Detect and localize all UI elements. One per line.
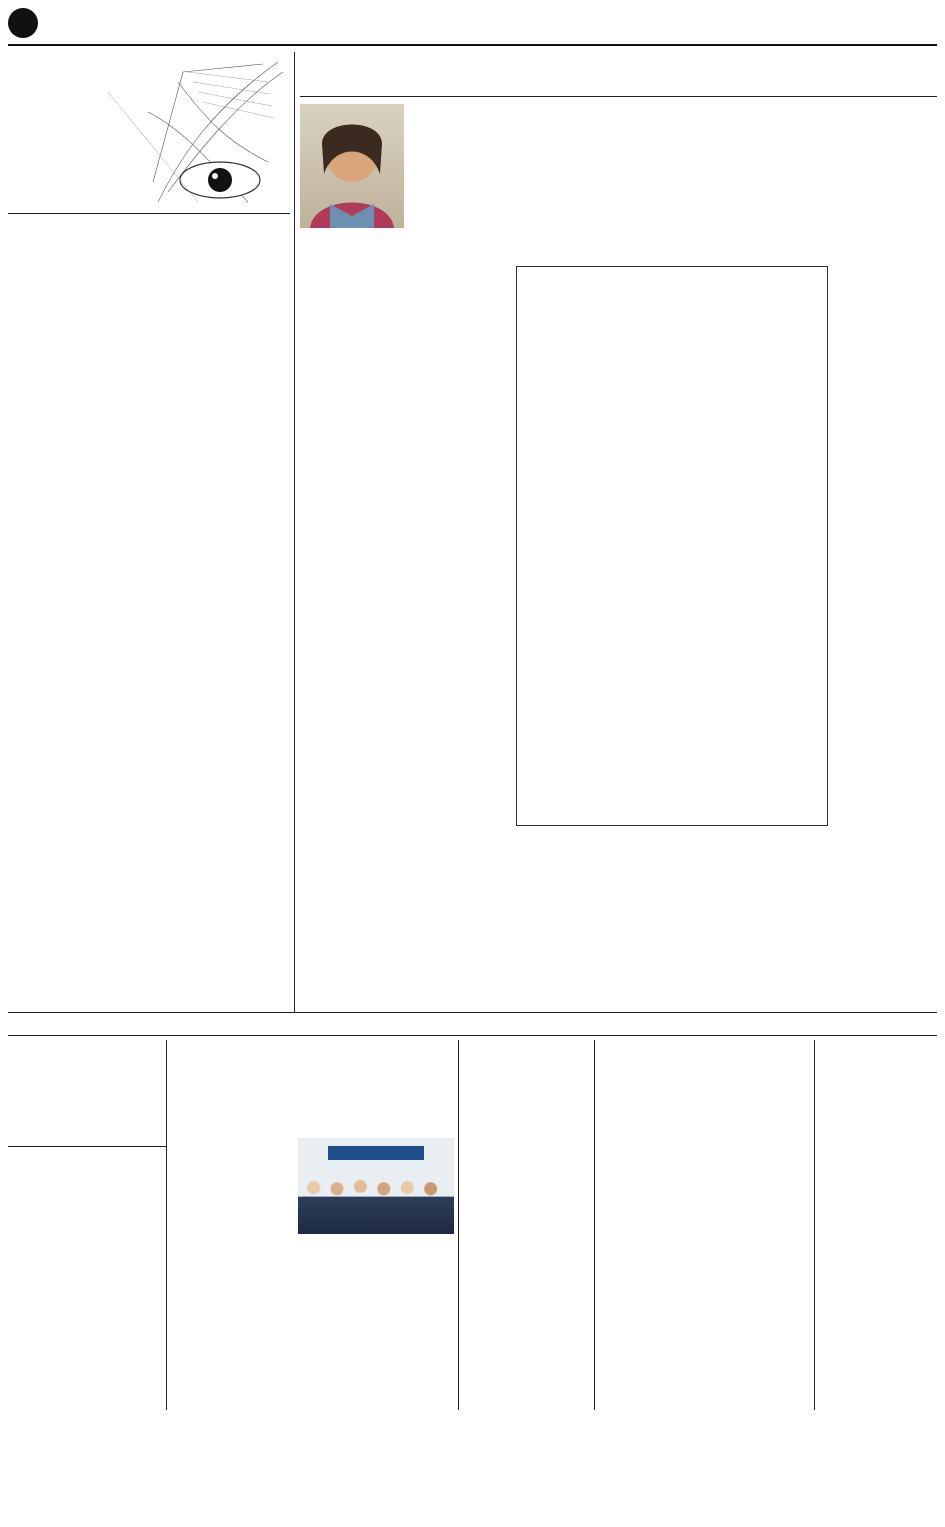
main-col-7 [834, 266, 934, 826]
col-divider [166, 1040, 167, 1410]
pull-quote-box [516, 266, 828, 826]
police-press-photo [298, 1138, 454, 1234]
main-col-5 [728, 104, 828, 262]
photo-banner [328, 1146, 424, 1160]
author-photo [300, 104, 404, 228]
masthead-rule [8, 44, 937, 46]
quill-and-eye-icon [8, 52, 290, 214]
main-col-2 [410, 104, 510, 760]
main-col-1 [300, 250, 404, 760]
col-divider [458, 1040, 459, 1410]
news-body-bagerhat [12, 1108, 162, 1406]
masthead [8, 4, 937, 42]
main-headline-rule [300, 96, 937, 97]
row2-rule [8, 1146, 166, 1147]
news-body-pabna-police [600, 1096, 810, 1406]
main-col-6 [834, 104, 934, 262]
below-quote-col-1 [522, 525, 668, 817]
editorial-body [12, 288, 288, 1006]
section-bar [8, 1012, 937, 1036]
editorial-illustration [8, 52, 290, 214]
col-divider [594, 1040, 595, 1410]
news-body-gazipur [462, 1094, 590, 1406]
col-divider [814, 1040, 815, 1410]
main-col-8 [410, 766, 510, 1006]
page-number-badge [8, 8, 38, 38]
news-body2-highway-robbery [298, 1082, 454, 1134]
editorial-divider [294, 52, 295, 1012]
news-body-nstu-bus [818, 1094, 936, 1406]
below-quote-col-2 [675, 525, 821, 817]
main-col-4 [622, 104, 722, 262]
news-body-highway-robbery [172, 1088, 292, 1406]
main-col-3 [516, 104, 616, 262]
pull-quote-text [522, 272, 822, 520]
